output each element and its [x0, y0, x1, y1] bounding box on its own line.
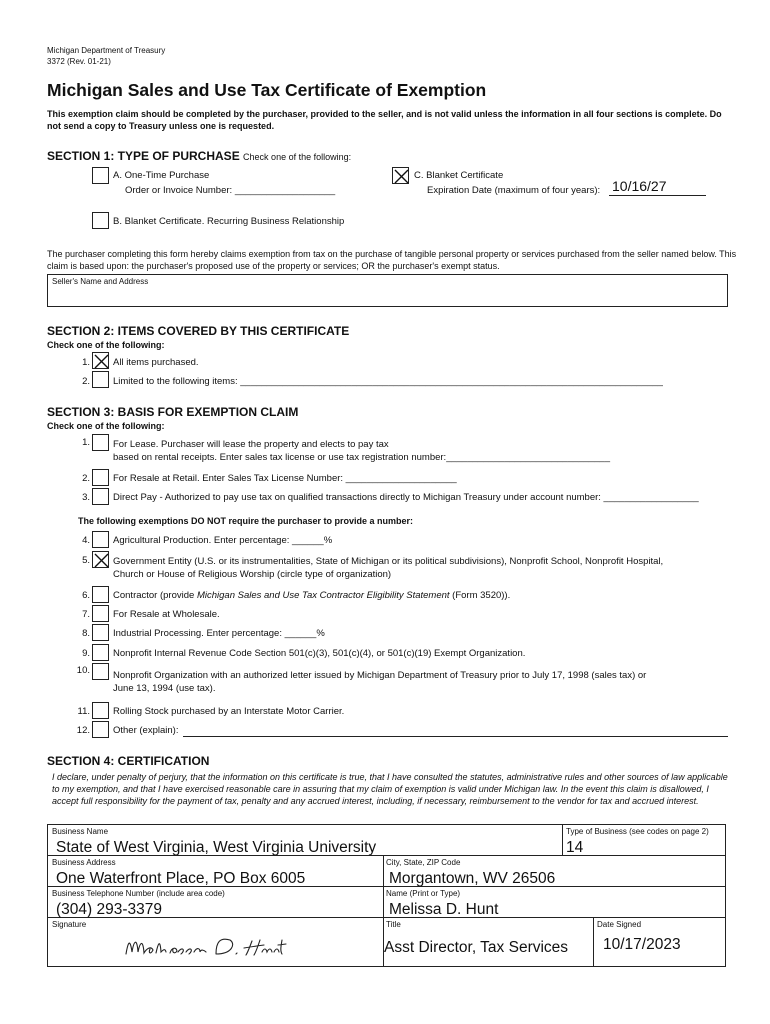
contractor-label: [113, 590, 510, 601]
nonprofit-letter-label-line2: June 13, 1994 (use tax).: [113, 683, 216, 694]
city-state-zip-label: City, State, ZIP Code: [386, 858, 461, 867]
direct-pay-label: Direct Pay - Authorized to pay use tax on qualified transactions directly to Michigan Treasury under account number: __________________: [113, 492, 699, 503]
title-label: Title: [386, 920, 401, 929]
business-address-label: Business Address: [52, 858, 116, 867]
section3-item-number: 11.: [77, 706, 90, 717]
no-number-required-note: The following exemptions DO NOT require the purchaser to provide a number:: [78, 516, 414, 526]
print-name-label: Name (Print or Type): [386, 889, 461, 898]
form-instruction: This exemption claim should be completed by the purchaser, provided to the seller, and is not valid unless the information in all four sections is complete. Do not send a copy to Treasury unless one is requested.: [47, 109, 722, 131]
nonprofit-letter-checkbox[interactable]: [92, 663, 109, 680]
section3-item-number: 12.: [76, 725, 90, 736]
section3-check-note: Check one of the following:: [47, 421, 165, 431]
business-phone-label: Business Telephone Number (include area code): [52, 889, 225, 898]
limited-items-checkbox[interactable]: [92, 371, 109, 388]
industrial-processing-checkbox[interactable]: [92, 624, 109, 641]
section3-item-number: 9.: [82, 648, 90, 659]
title-field[interactable]: Asst Director, Tax Services: [384, 939, 569, 956]
business-phone-field[interactable]: (304) 293-3379: [56, 901, 162, 918]
section2-item-number: 1.: [82, 357, 90, 368]
resale-wholesale-checkbox[interactable]: [92, 605, 109, 622]
other-label: Other (explain):: [113, 725, 179, 736]
rolling-stock-label: Rolling Stock purchased by an Interstate Motor Carrier.: [113, 706, 345, 717]
section3-item-number: 7.: [82, 609, 90, 620]
resale-retail-label: For Resale at Retail. Enter Sales Tax License Number: _____________________: [113, 473, 457, 484]
checkmark-x-icon: [93, 353, 110, 370]
section4-heading: SECTION 4: CERTIFICATION: [47, 754, 210, 768]
section1-heading-row: [47, 149, 351, 163]
one-time-purchase-label: A. One-Time Purchase: [113, 170, 210, 181]
for-lease-label-line1: For Lease. Purchaser will lease the property and elects to pay tax: [113, 439, 389, 450]
purchaser-claim-text: The purchaser completing this form hereby claims exemption from tax on the purchase of tangible personal property or services purchased from the seller named below. This claim is based upon: the purchaser's proposed use of the property or services; OR the purchaser's exempt status.: [47, 249, 737, 271]
section1-check-note: Check one of the following:: [243, 152, 352, 162]
certification-declaration: I declare, under penalty of perjury, that the information on this certificate is true, that I have consulted the statutes, administrative rules and other sources of law applicable to my exemption, and that I have exercised reasonable care in assuring that my claim of exemption is valid under Michigan law. In the event this claim is disallowed, I accept full responsibility for the payment of tax, penalty and any accrued interest, including, if necessary, reimbursement to the vendor for tax and accrued interest.: [52, 772, 728, 806]
section3-item-number: 8.: [82, 628, 90, 639]
seller-name-address-label: Seller's Name and Address: [52, 277, 149, 286]
section3-item-number: 1.: [82, 437, 90, 448]
business-name-label: Business Name: [52, 827, 109, 836]
government-entity-label-line1: Government Entity (U.S. or its instrumentalities, State of Michigan or its political subdivisions), Nonprofit School, Nonprofit Hospital,: [113, 556, 664, 567]
signature-label: Signature: [52, 920, 87, 929]
other-explain-field[interactable]: [183, 726, 728, 737]
department-name: Michigan Department of Treasury: [47, 46, 166, 55]
resale-retail-checkbox[interactable]: [92, 469, 109, 486]
contractor-statement-title: Michigan Sales and Use Tax Contractor Eligibility Statement: [196, 590, 450, 601]
section2-item-number: 2.: [82, 376, 90, 387]
recurring-relationship-label: B. Blanket Certificate. Recurring Business Relationship: [113, 216, 345, 227]
contractor-label-post: (Form 3520)).: [449, 590, 511, 601]
for-lease-checkbox[interactable]: [92, 434, 109, 451]
all-items-checkbox[interactable]: [92, 352, 109, 369]
recurring-relationship-checkbox[interactable]: [92, 212, 109, 229]
table-divider: [562, 824, 563, 856]
business-type-field[interactable]: 14: [566, 839, 584, 856]
section3-heading: SECTION 3: BASIS FOR EXEMPTION CLAIM: [47, 405, 299, 419]
for-lease-label-line2: based on rental receipts. Enter sales tax license or use tax registration number:_______________________________: [113, 452, 610, 463]
table-divider: [593, 917, 594, 967]
date-signed-label: Date Signed: [597, 920, 642, 929]
handwritten-signature: [120, 928, 290, 964]
rolling-stock-checkbox[interactable]: [92, 702, 109, 719]
expiration-date-field[interactable]: [609, 179, 706, 196]
industrial-processing-label: Industrial Processing. Enter percentage: ______%: [113, 628, 325, 639]
checkmark-x-icon: [393, 168, 410, 185]
section3-item-number: 5.: [82, 555, 90, 566]
city-state-zip-field[interactable]: Morgantown, WV 26506: [389, 870, 556, 887]
signature-field[interactable]: [120, 928, 370, 964]
nonprofit-501c-label: Nonprofit Internal Revenue Code Section 501(c)(3), 501(c)(4), or 501(c)(19) Exempt Organization.: [113, 648, 526, 659]
page-title: Michigan Sales and Use Tax Certificate of Exemption: [47, 80, 487, 100]
blanket-certificate-checkbox[interactable]: [392, 167, 409, 184]
business-name-field[interactable]: State of West Virginia, West Virginia University: [56, 839, 377, 856]
contractor-label-pre: Contractor (provide: [113, 590, 197, 601]
resale-wholesale-label: For Resale at Wholesale.: [113, 609, 220, 620]
business-type-label: Type of Business (see codes on page 2): [566, 827, 709, 836]
order-invoice-label: Order or Invoice Number: ___________________: [125, 185, 336, 196]
section2-check-note: Check one of the following:: [47, 340, 165, 350]
agricultural-production-label: Agricultural Production. Enter percentage: ______%: [113, 535, 333, 546]
section2-heading: SECTION 2: ITEMS COVERED BY THIS CERTIFICATE: [47, 324, 350, 338]
limited-items-label: Limited to the following items: ________________________________________________________________________________: [113, 376, 663, 387]
section3-item-number: 6.: [82, 590, 90, 601]
print-name-field[interactable]: Melissa D. Hunt: [389, 901, 499, 918]
direct-pay-checkbox[interactable]: [92, 488, 109, 505]
all-items-label: All items purchased.: [113, 357, 199, 368]
section1-heading: SECTION 1: TYPE OF PURCHASE: [47, 149, 240, 163]
expiration-date-label: Expiration Date (maximum of four years):: [427, 185, 601, 196]
government-entity-label-line2: Church or House of Religious Worship (circle type of organization): [113, 569, 392, 580]
seller-name-address-field[interactable]: [47, 274, 728, 307]
blanket-certificate-label: C. Blanket Certificate: [414, 170, 504, 181]
contractor-checkbox[interactable]: [92, 586, 109, 603]
nonprofit-letter-label-line1: Nonprofit Organization with an authorized letter issued by Michigan Department of Treasury prior to July 17, 1998 (sales tax) or: [113, 670, 647, 681]
section3-item-number: 4.: [82, 535, 90, 546]
agricultural-production-checkbox[interactable]: [92, 531, 109, 548]
expiration-date-value: 10/16/27: [612, 178, 667, 194]
nonprofit-501c-checkbox[interactable]: [92, 644, 109, 661]
one-time-purchase-checkbox[interactable]: [92, 167, 109, 184]
government-entity-checkbox[interactable]: [92, 551, 109, 568]
business-address-field[interactable]: One Waterfront Place, PO Box 6005: [56, 870, 306, 887]
form-number: 3372 (Rev. 01-21): [47, 57, 111, 66]
other-checkbox[interactable]: [92, 721, 109, 738]
section3-item-number: 10.: [76, 665, 90, 676]
date-signed-field[interactable]: 10/17/2023: [603, 936, 681, 953]
section3-item-number: 3.: [82, 492, 90, 503]
section3-item-number: 2.: [82, 473, 90, 484]
checkmark-x-icon: [93, 552, 110, 569]
